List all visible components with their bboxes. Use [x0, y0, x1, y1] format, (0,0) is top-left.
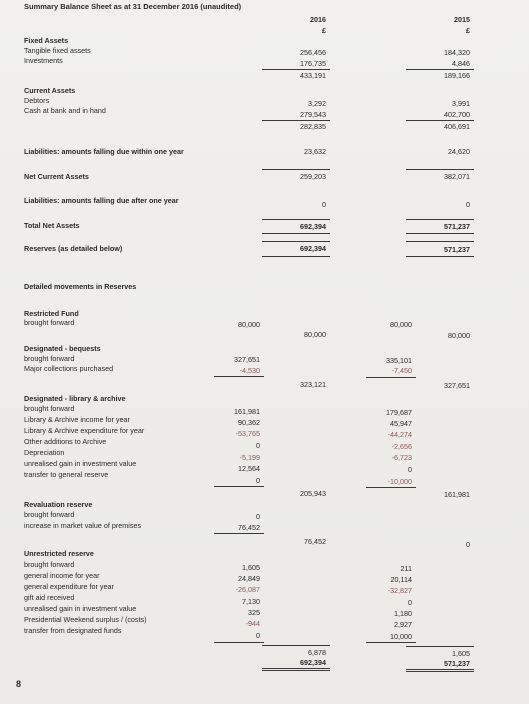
library-value-2016: 12,564	[238, 464, 260, 473]
tangible-2016: 256,456	[300, 48, 326, 57]
restricted-bf-2015: 80,000	[390, 320, 412, 329]
col-currency-2015: £	[466, 26, 470, 35]
grand-total-2015: 571,237	[444, 659, 470, 668]
investments-label: Investments	[24, 56, 63, 65]
bequests-bf-label: brought forward	[24, 354, 75, 363]
library-heading: Designated - library & archive	[24, 394, 126, 403]
revaluation-inc-label: increase in market value of premises	[24, 521, 142, 530]
unrestricted-row-label: gift aid received	[24, 593, 75, 602]
revaluation-total-2015: 0	[466, 540, 470, 549]
rule	[406, 219, 474, 220]
unrestricted-value-2016: 0	[256, 631, 260, 640]
reserves-2015: 571,237	[444, 245, 470, 254]
cash-2016: 279,543	[300, 110, 326, 119]
bequests-major-2016: -4,530	[239, 366, 260, 375]
total-net-2015: 571,237	[444, 222, 470, 231]
unrestricted-row-label: brought forward	[24, 560, 75, 569]
cash-2015: 402,700	[444, 110, 470, 119]
investments-2016: 176,735	[300, 59, 326, 68]
rule	[406, 646, 474, 647]
unrestricted-total-2015: 1,605	[452, 649, 470, 658]
rule	[214, 376, 264, 377]
grand-total-2016: 692,394	[300, 658, 326, 667]
bequests-total-2015: 327,651	[444, 381, 470, 390]
rule	[366, 642, 416, 643]
total-net-2016: 692,394	[300, 222, 326, 231]
rule	[262, 120, 330, 121]
debtors-2015: 3,991	[452, 99, 470, 108]
unrestricted-value-2015: 0	[408, 598, 412, 607]
rule	[262, 219, 330, 220]
library-total-2015: 161,981	[444, 490, 470, 499]
unrestricted-value-2016: 325	[248, 608, 260, 617]
bequests-bf-2015: 335,101	[386, 356, 412, 365]
fixed-assets-heading: Fixed Assets	[24, 36, 69, 45]
library-row-label: transfer to general reserve	[24, 470, 109, 479]
revaluation-total-2016: 76,452	[304, 537, 326, 546]
unrestricted-value-2016: 7,130	[242, 597, 260, 606]
rule	[406, 241, 474, 242]
library-row-label: unrealised gain in investment value	[24, 459, 137, 468]
net-current-2015: 382,071	[444, 172, 470, 181]
unrestricted-value-2015: 211	[400, 564, 412, 573]
rule	[406, 233, 474, 234]
rule	[214, 533, 264, 534]
page-title: Summary Balance Sheet as at 31 December 2016 (unaudited)	[24, 2, 242, 11]
bequests-major-label: Major collections purchased	[24, 364, 114, 373]
revaluation-bf-2016: 0	[256, 512, 260, 521]
rule	[262, 670, 330, 671]
library-row-label: Depreciation	[24, 448, 65, 457]
restricted-bf-label: brought forward	[24, 318, 75, 327]
revaluation-heading: Revaluation reserve	[24, 500, 93, 509]
unrestricted-row-label: unrealised gain in investment value	[24, 604, 137, 613]
total-net-label: Total Net Assets	[24, 221, 80, 230]
rule	[366, 377, 416, 378]
bequests-heading: Designated - bequests	[24, 344, 101, 353]
unrestricted-row-label: Presidential Weekend surplus / (costs)	[24, 615, 147, 624]
restricted-bf-2016: 80,000	[238, 320, 260, 329]
unrestricted-value-2016: -26,087	[235, 585, 260, 594]
rule	[262, 233, 330, 234]
cash-label: Cash at bank and in hand	[24, 106, 106, 115]
debtors-2016: 3,292	[308, 99, 326, 108]
col-header-2016: 2016	[310, 15, 326, 24]
bequests-total-2016: 323,121	[300, 380, 326, 389]
liab-after-label: Liabilities: amounts falling due after one year	[24, 196, 179, 205]
debtors-label: Debtors	[24, 96, 50, 105]
unrestricted-total-2016: 6,878	[308, 648, 326, 657]
rule	[214, 642, 264, 643]
unrestricted-row-label: general expenditure for year	[24, 582, 114, 591]
unrestricted-value-2015: 1,180	[394, 609, 412, 618]
net-current-2016: 259,203	[300, 172, 326, 181]
rule	[406, 120, 474, 121]
net-current-label: Net Current Assets	[24, 172, 89, 181]
liab-after-2016: 0	[322, 200, 326, 209]
library-value-2015: -44,274	[387, 430, 412, 439]
liab-within-2016: 23,632	[304, 147, 326, 156]
bequests-major-2015: -7,450	[391, 366, 412, 375]
rule	[406, 69, 474, 70]
library-row-label: Library & Archive expenditure for year	[24, 426, 145, 435]
revaluation-inc-2016: 76,452	[238, 523, 260, 532]
unrestricted-value-2016: -944	[245, 619, 260, 628]
restricted-heading: Restricted Fund	[24, 309, 79, 318]
current-assets-heading: Current Assets	[24, 86, 76, 95]
library-value-2015: -2,656	[391, 442, 412, 451]
library-value-2016: 0	[256, 476, 260, 485]
restricted-total-2015: 80,000	[448, 331, 470, 340]
rule	[262, 169, 330, 170]
unrestricted-value-2015: -32,827	[387, 586, 412, 595]
rule	[262, 645, 330, 646]
revaluation-bf-label: brought forward	[24, 510, 75, 519]
rule	[406, 256, 474, 257]
rule	[262, 69, 330, 70]
reserves-label: Reserves (as detailed below)	[24, 244, 123, 253]
rule	[406, 671, 474, 672]
library-value-2016: 161,981	[234, 407, 260, 416]
rule	[214, 486, 264, 487]
rule	[366, 487, 416, 488]
col-header-2015: 2015	[454, 15, 470, 24]
library-value-2015: -10,000	[387, 477, 412, 486]
current-total-2016: 282,835	[300, 122, 326, 131]
library-row-label: brought forward	[24, 404, 75, 413]
library-row-label: Other additions to Archive	[24, 437, 107, 446]
library-value-2015: 45,947	[390, 419, 412, 428]
liab-after-2015: 0	[466, 200, 470, 209]
current-total-2015: 406,691	[444, 122, 470, 131]
fixed-total-2015: 189,166	[444, 71, 470, 80]
rule	[262, 256, 330, 257]
unrestricted-row-label: transfer from designated funds	[24, 626, 122, 635]
unrestricted-row-label: general income for year	[24, 571, 100, 580]
unrestricted-heading: Unrestricted reserve	[24, 549, 94, 558]
investments-2015: 4,846	[452, 59, 470, 68]
library-value-2016: -5,199	[239, 453, 260, 462]
liab-within-2015: 24,620	[448, 147, 470, 156]
movements-heading: Detailed movements in Reserves	[24, 282, 137, 291]
rule	[262, 668, 330, 669]
restricted-total-2016: 80,000	[304, 330, 326, 339]
bequests-bf-2016: 327,651	[234, 355, 260, 364]
library-total-2016: 205,943	[300, 489, 326, 498]
tangible-label: Tangible fixed assets	[24, 46, 91, 55]
fixed-total-2016: 433,191	[300, 71, 326, 80]
unrestricted-value-2015: 20,114	[390, 575, 412, 584]
unrestricted-value-2016: 1,605	[242, 563, 260, 572]
library-value-2016: 0	[256, 441, 260, 450]
page-number: 8	[16, 679, 22, 689]
library-value-2015: 0	[408, 465, 412, 474]
unrestricted-value-2015: 2,927	[394, 620, 412, 629]
liab-within-label: Liabilities: amounts falling due within one year	[24, 147, 184, 156]
library-value-2016: -53,765	[235, 429, 260, 438]
library-value-2016: 90,362	[238, 418, 260, 427]
unrestricted-value-2016: 24,849	[238, 574, 260, 583]
rule	[262, 241, 330, 242]
reserves-2016: 692,394	[300, 244, 326, 253]
library-value-2015: 179,687	[386, 408, 412, 417]
rule	[406, 169, 474, 170]
unrestricted-value-2015: 10,000	[390, 632, 412, 641]
rule	[406, 669, 474, 670]
col-currency-2016: £	[322, 26, 326, 35]
library-value-2015: -6,723	[391, 453, 412, 462]
tangible-2015: 184,320	[444, 48, 470, 57]
library-row-label: Library & Archive income for year	[24, 415, 130, 424]
